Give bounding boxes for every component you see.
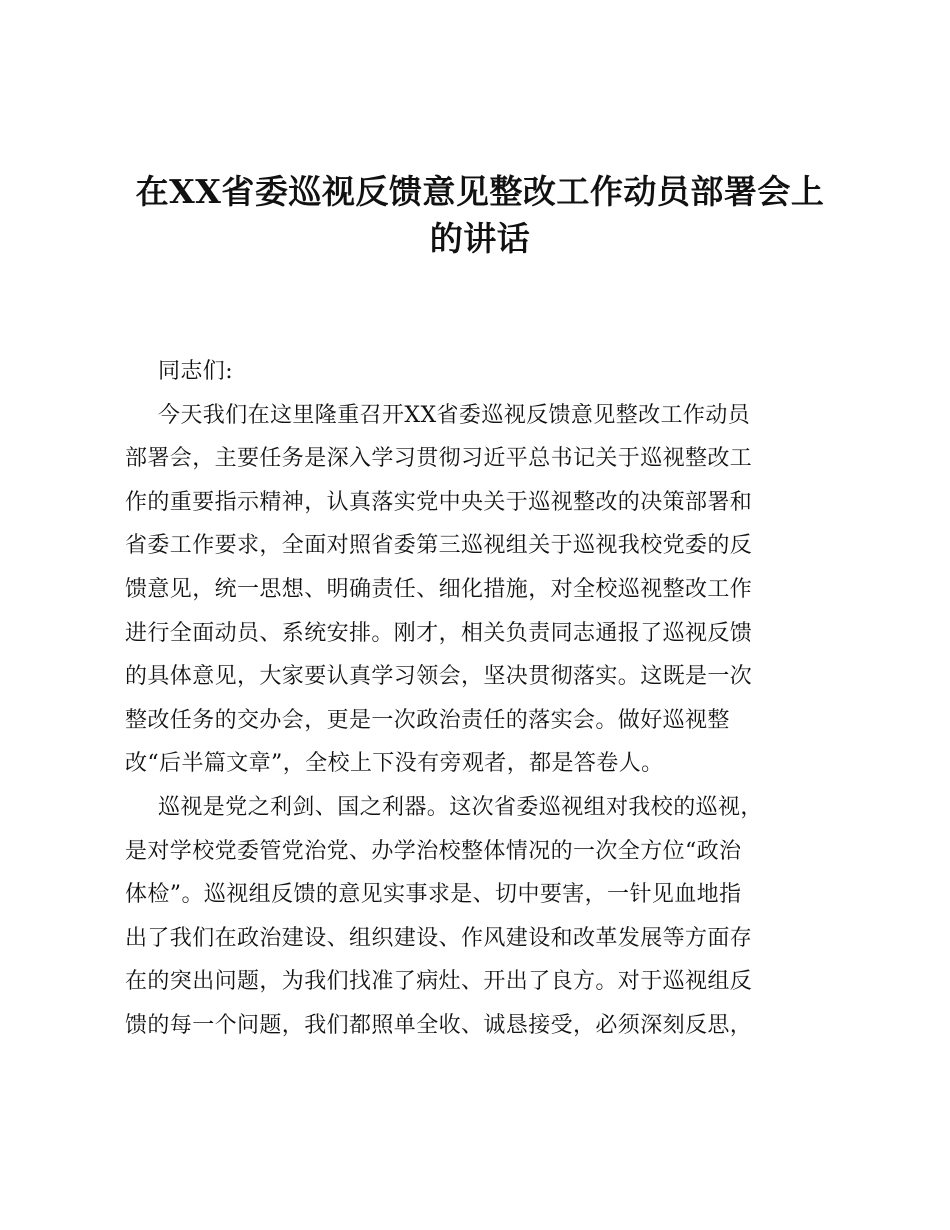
paragraph-2-line: 体检”。巡视组反馈的意见实事求是、切中要害，一针见血地指: [125, 882, 742, 908]
paragraph-1-line: 部署会，主要任务是深入学习贯彻习近平总书记关于巡视整改工: [125, 446, 753, 472]
document-title: [115, 168, 845, 262]
paragraph-2-line: 馈的每一个问题，我们都照单全收、诚恳接受，必须深刻反思，: [125, 1012, 753, 1038]
paragraph-1-line: 的具体意见，大家要认真学习领会，坚决贯彻落实。这既是一次: [125, 664, 753, 690]
paragraph-1-line: 作的重要指示精神，认真落实党中央关于巡视整改的决策部署和: [125, 489, 753, 515]
paragraph-1-line: 进行全面动员、系统安排。刚才，相关负责同志通报了巡视反馈: [125, 620, 753, 646]
paragraph-1-line: 整改任务的交办会，更是一次政治责任的落实会。做好巡视整: [125, 707, 730, 733]
salutation: 同志们:: [158, 359, 234, 384]
paragraph-1-line: 改“后半篇文章”，全校上下没有旁观者，都是答卷人。: [125, 751, 664, 777]
paragraph-1-line: 今天我们在这里隆重召开XX省委巡视反馈意见整改工作动员: [158, 402, 751, 428]
paragraph-2-line: 巡视是党之利剑、国之利器。这次省委巡视组对我校的巡视，: [158, 794, 763, 820]
title-line-1: 在XX省委巡视反馈意见整改工作动员部署会上: [135, 172, 825, 211]
paragraph-2-line: 在的突出问题，为我们找准了病灶、开出了良方。对于巡视组反: [125, 969, 753, 995]
paragraph-2-line: 出了我们在政治建设、组织建设、作风建设和改革发展等方面存: [125, 925, 753, 951]
paragraph-1-line: 馈意见，统一思想、明确责任、细化措施，对全校巡视整改工作: [125, 576, 753, 602]
paragraph-1-line: 省委工作要求，全面对照省委第三巡视组关于巡视我校党委的反: [125, 533, 753, 559]
paragraph-2-line: 是对学校党委管党治党、办学治校整体情况的一次全方位“政治: [125, 838, 742, 864]
title-line-2: 的讲话: [429, 219, 531, 258]
document-body: [125, 350, 825, 1048]
